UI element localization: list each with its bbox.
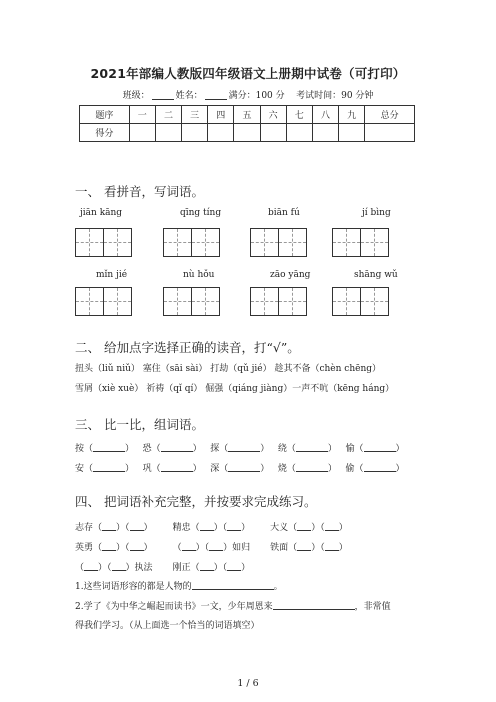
idiom-word: 志存	[75, 523, 94, 533]
writing-grid[interactable]	[250, 228, 279, 257]
compare-char: 巩	[142, 464, 152, 474]
answer-blank[interactable]	[273, 600, 355, 610]
section2-line2: 雪屑（xiè xuè） 祈祷（qǐ qí） 倔强（qiáng jiàng）一声不吭（kēng háng）	[75, 384, 395, 394]
score-label: 满分：100 分	[228, 91, 285, 101]
idiom-word: 铁面	[270, 543, 289, 553]
answer-blank[interactable]	[192, 580, 274, 590]
answer-blank[interactable]	[296, 462, 328, 472]
answer-blank[interactable]	[200, 521, 214, 531]
section3-row1: 按（ ） 恐（ ） 探（ ） 绕（ ） 愉（ ）	[75, 444, 405, 454]
answer-blank[interactable]	[296, 442, 328, 452]
score-header-cell: 九	[339, 106, 365, 124]
compare-char: 安	[75, 464, 85, 474]
answer-blank[interactable]	[209, 541, 223, 551]
answer-blank[interactable]	[93, 442, 125, 452]
score-cell[interactable]	[339, 124, 365, 142]
writing-grid[interactable]	[332, 228, 361, 257]
writing-grid[interactable]	[278, 287, 307, 316]
answer-blank[interactable]	[228, 442, 260, 452]
name-label: 姓名：	[175, 91, 203, 101]
class-label: 班级：	[122, 91, 150, 101]
answer-blank[interactable]	[200, 561, 214, 571]
pinyin: mǐn jié	[96, 270, 128, 280]
idiom-word: 精忠	[172, 523, 191, 533]
idiom-word: 执法	[134, 563, 153, 573]
score-header-cell: 二	[155, 106, 181, 124]
answer-blank[interactable]	[102, 541, 116, 551]
section1-heading: 一、 看拼音，写词语。	[75, 184, 204, 199]
idiom-word: 大义	[270, 523, 289, 533]
writing-grid[interactable]	[191, 228, 220, 257]
score-header-cell: 六	[260, 106, 286, 124]
compare-char: 探	[210, 444, 220, 454]
pinyin: zāo yāng	[270, 270, 311, 280]
answer-blank[interactable]	[325, 521, 339, 531]
section4-q1	[75, 579, 283, 592]
answer-blank[interactable]	[228, 462, 260, 472]
score-row-label: 得分	[80, 124, 130, 142]
score-cell[interactable]	[182, 124, 208, 142]
score-header-cell: 八	[312, 106, 338, 124]
score-cell[interactable]	[234, 124, 260, 142]
score-cell[interactable]	[260, 124, 286, 142]
section3-row2: 安（ ） 巩（ ） 深（ ） 烧（ ） 偷（ ）	[75, 464, 405, 474]
score-header-cell: 题序	[80, 106, 130, 124]
score-table-header-row	[80, 106, 415, 124]
score-header-cell: 五	[234, 106, 260, 124]
question-text: 1.这些词语形容的都是人物的	[75, 582, 192, 592]
section2-heading: 二、 给加点字选择正确的读音，打“√”。	[75, 340, 300, 355]
compare-char: 绕	[277, 444, 287, 454]
answer-blank[interactable]	[297, 541, 311, 551]
pinyin: qīng tíng	[180, 208, 222, 218]
writing-grid[interactable]	[278, 228, 307, 257]
pinyin: nù hǒu	[183, 270, 215, 280]
score-header-cell: 四	[208, 106, 234, 124]
answer-blank[interactable]	[130, 541, 144, 551]
score-table-score-row	[80, 124, 415, 142]
compare-char: 按	[75, 444, 85, 454]
pinyin: shāng wǔ	[354, 270, 398, 280]
writing-grid[interactable]	[360, 287, 389, 316]
compare-char: 愉	[345, 444, 355, 454]
score-cell[interactable]	[286, 124, 312, 142]
pinyin: biān fú	[268, 208, 300, 218]
answer-blank[interactable]	[227, 561, 241, 571]
writing-grid[interactable]	[75, 287, 104, 316]
score-table	[79, 105, 415, 142]
score-cell[interactable]	[365, 124, 415, 142]
score-header-cell: 一	[129, 106, 155, 124]
score-cell[interactable]	[208, 124, 234, 142]
compare-char: 烧	[277, 464, 287, 474]
answer-blank[interactable]	[182, 541, 196, 551]
question-text: 2.学了《为中华之崛起而读书》一文，少年周恩来	[75, 602, 273, 612]
section3-heading: 三、 比一比，组词语。	[75, 417, 204, 432]
answer-blank[interactable]	[325, 541, 339, 551]
writing-grid[interactable]	[103, 287, 132, 316]
idiom-word: 如归	[232, 543, 251, 553]
compare-char: 恐	[142, 444, 152, 454]
section4-row1: 志存（ ）（ ） 精忠（ ）（ ） 大义（ ）（ ）	[75, 523, 348, 533]
answer-blank[interactable]	[84, 561, 98, 571]
pinyin: jí bìng	[362, 208, 391, 218]
idiom-word: 刚正	[172, 563, 191, 573]
score-cell[interactable]	[312, 124, 338, 142]
question-end: 。	[273, 582, 283, 592]
exam-title: 2021年部编人教版四年级语文上册期中试卷（可打印）	[90, 66, 406, 81]
pinyin: jiān kāng	[80, 208, 123, 218]
writing-grid[interactable]	[191, 287, 220, 316]
answer-blank[interactable]	[102, 521, 116, 531]
question-end: ，非常值	[354, 602, 391, 612]
section4-q2	[75, 599, 391, 612]
answer-blank[interactable]	[364, 462, 396, 472]
section4-q2-line2: 得我们学习。（从上面选一个恰当的词语填空）	[75, 621, 260, 631]
score-header-cell: 七	[286, 106, 312, 124]
idiom-word: 英勇	[75, 543, 94, 553]
answer-blank[interactable]	[227, 521, 241, 531]
writing-grid[interactable]	[163, 228, 192, 257]
score-cell[interactable]	[129, 124, 155, 142]
writing-grid[interactable]	[75, 228, 104, 257]
writing-grid[interactable]	[360, 228, 389, 257]
section4-row3: （ ）（ ）执法 刚正（ ）（ ）	[75, 563, 251, 573]
answer-blank[interactable]	[112, 561, 126, 571]
answer-blank[interactable]	[161, 442, 193, 452]
exam-info	[0, 88, 496, 101]
answer-blank[interactable]	[364, 442, 396, 452]
answer-blank[interactable]	[297, 521, 311, 531]
answer-blank[interactable]	[130, 521, 144, 531]
writing-grid[interactable]	[250, 287, 279, 316]
score-header-cell: 总分	[365, 106, 415, 124]
writing-grid[interactable]	[163, 287, 192, 316]
answer-blank[interactable]	[93, 462, 125, 472]
class-blank	[152, 90, 174, 100]
name-blank	[205, 90, 227, 100]
score-cell[interactable]	[155, 124, 181, 142]
answer-blank[interactable]	[161, 462, 193, 472]
time-label: 考试时间：90 分钟	[296, 91, 374, 101]
writing-grid[interactable]	[332, 287, 361, 316]
page-number: 1 / 6	[237, 678, 259, 689]
score-header-cell: 三	[182, 106, 208, 124]
compare-char: 深	[210, 464, 220, 474]
compare-char: 偷	[345, 464, 355, 474]
writing-grid[interactable]	[103, 228, 132, 257]
section2-line1: 扭头（liǔ niǔ） 塞住（sāi sài） 打劫（qǔ jié） 趁其不备（chèn chēng）	[75, 364, 382, 374]
section4-heading: 四、 把词语补充完整，并按要求完成练习。	[75, 494, 317, 509]
section4-row2: 英勇（ ）（ ） （ ）（ ）如归 铁面（ ）（ ）	[75, 543, 348, 553]
